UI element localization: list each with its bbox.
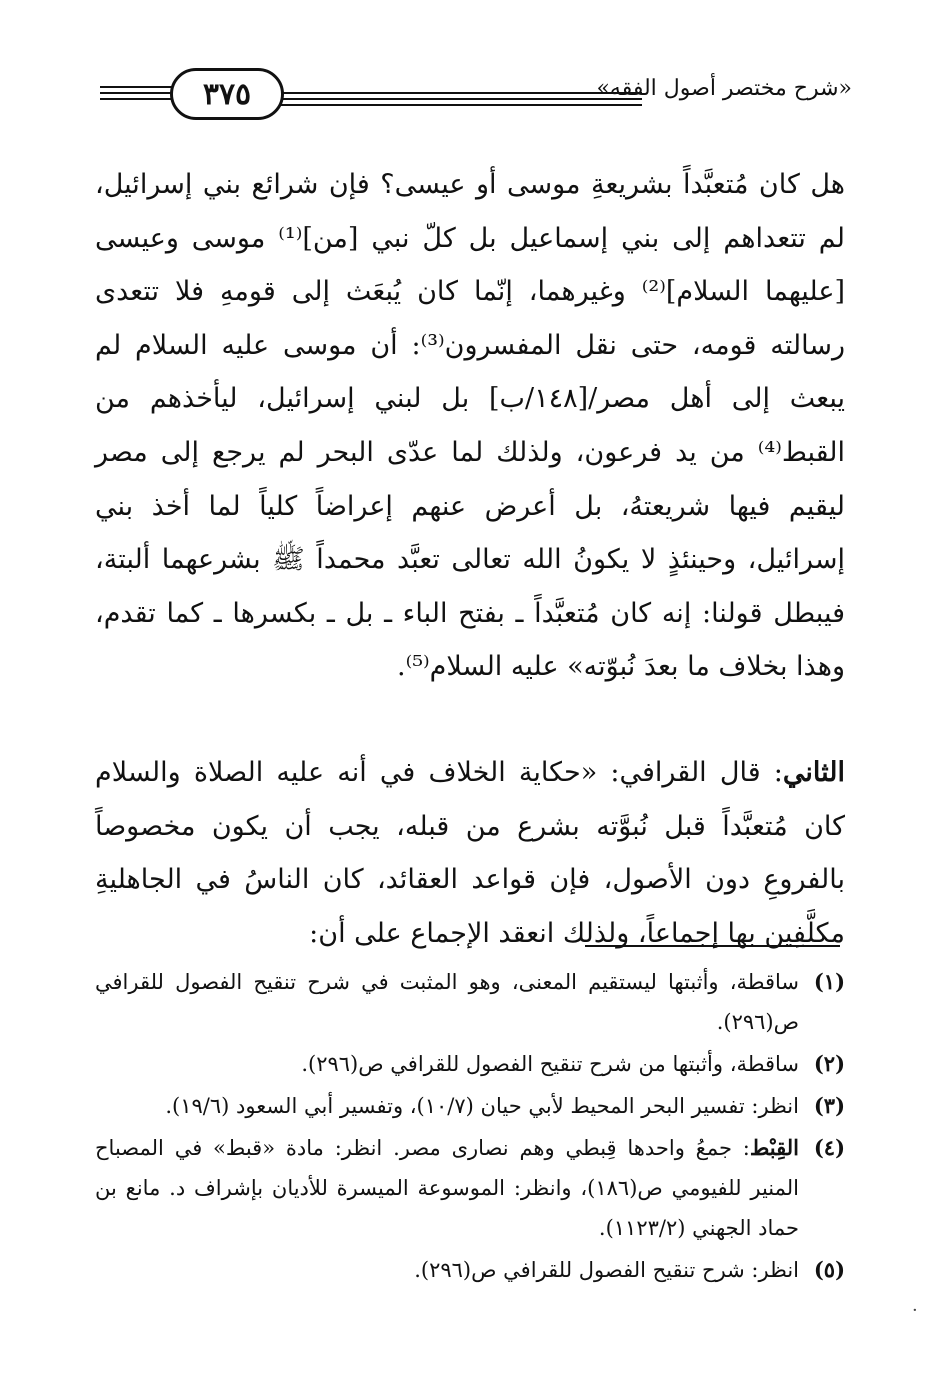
footnote-text [95,1086,799,1126]
main-text [95,158,845,960]
paragraph-2-lead: الثاني [782,756,845,788]
footnote-number: (٥) [813,1257,845,1282]
header-rule-left-bottom [100,98,180,100]
footnote-2 [95,1044,845,1084]
paragraph-1: هل كان مُتعبَّداً بشريعةِ موسى أو عيسى؟ فإن شرائع بني إسرائيل، لم تتعداهم إلى بني إسماعيل بل كلّ نبي [من]⁽¹⁾ موسى وعيسى [عليهما السلام]⁽²⁾ وغيرهما، إنّما كان يُبعَث إلى قومهِ فلا تتعدى رسالته قومه، حتى نقل المفسرون⁽³⁾: أن موسى عليه السلام لم يبعث إلى أهل مصر/[١٤٨/ب] بل لبني إسرائيل، ليأخذهم من القبط⁽⁴⁾ من يد فرعون، ولذلك لما عدّى البحر لم يرجع إلى مصر ليقيم فيها شريعتهُ، بل أعرض عنهم إعراضاً كلياً لما أخذ بني إسرائيل، وحينئذٍ لا يكونُ الله تعالى تعبَّد محمداً ﷺ بشرعهما ألبتة، فيبطل قولنا: إنه كان مُتعبَّداً ـ بفتح الباء ـ بل ـ بكسرها ـ كما تقدم، وهذا بخلاف ما بعدَ نُبوّته» عليه السلام⁽⁵⁾. [95,169,846,683]
footnote-number: (٢) [813,1051,845,1076]
page-number: ٣٧٥ [170,68,284,120]
footnote-body: انظر: شرح تنقيح الفصول للقرافي ص(٢٩٦). [414,1258,799,1282]
footnote-separator [585,945,840,947]
footnote-4 [95,1128,845,1248]
paragraph-2 [95,746,845,960]
margin-dot: · [912,1300,918,1321]
footnote-text [95,1128,799,1248]
footnote-body: انظر: تفسير البحر المحيط لأبي حيان (١٠/٧)، وتفسير أبي السعود (١٩/٦). [165,1094,799,1118]
footnote-text [95,962,799,1042]
footnote-body: ساقطة، وأثبتها ليستقيم المعنى، وهو المثبت في شرح تنقيح الفصول للقرافي ص(٢٩٦). [95,970,799,1034]
footnote-number: (١) [813,969,845,994]
header-rule-left-top [100,86,180,88]
header-rule-right-bottom [272,104,642,106]
footnote-term: القِبْط [749,1135,799,1160]
footnotes [95,962,845,1292]
footnote-1 [95,962,845,1042]
paragraph-2-body: : قال القرافي: «حكاية الخلاف في أنه عليه الصلاة والسلام كان مُتعبَّداً قبل نُبوَّته بشرع من قبله، يجب أن يكون مخصوصاً بالفروعِ دون الأصول، فإن قواعد العقائد، كان الناسُ في الجاهليةِ مكلَّفِين بها إجماعاً، ولذلك انعقد الإجماع على أن: [95,756,845,949]
header-rule-left-mid [100,92,180,94]
footnote-body: ساقطة، وأثبتها من شرح تنقيح الفصول للقرافي ص(٢٩٦). [301,1052,799,1076]
book-title: «شرح مختصر أصول الفقه» [596,76,852,101]
footnote-number: (٤) [813,1135,845,1160]
footnote-number: (٣) [813,1093,845,1118]
footnote-text [95,1250,799,1290]
header-rule-right-top [272,92,642,94]
page-header [100,66,852,126]
header-rule-right-mid [272,98,642,100]
footnote-3 [95,1086,845,1126]
footnote-5 [95,1250,845,1290]
footnote-body: : جمعُ واحدها قِبطي وهم نصارى مصر. انظر: مادة «قبط» في المصباح المنير للفيومي ص(١٨٦)، وانظر: الموسوعة الميسرة للأديان بإشراف د. مانع بن حماد الجهني (١١٢٣/٢). [95,1136,799,1240]
footnote-text [95,1044,799,1084]
